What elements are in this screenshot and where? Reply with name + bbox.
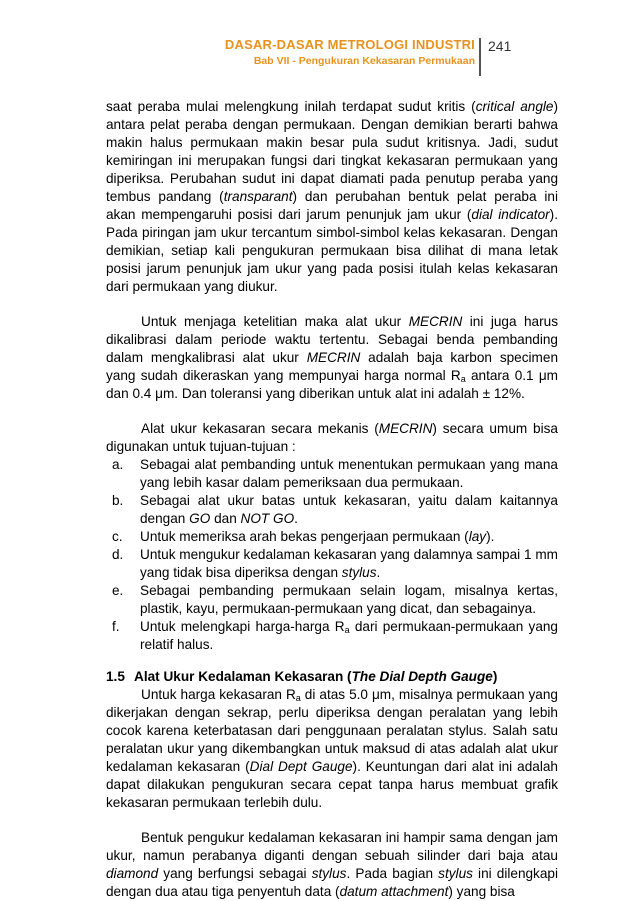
list-item: a. Sebagai alat pembanding untuk menentukan permukaan yang mana yang lebih kasar dalam pemeriksaan dua permukaan. xyxy=(112,457,558,490)
paragraph-2: Untuk menjaga ketelitian maka alat ukur MECRIN ini juga harus dikalibrasi dalam periode waktu tertentu. Sebagai benda pembanding dalam mengkalibrasi alat ukur MECRIN adalah baja karbon specimen yang sudah dikeraskan yang mempunyai harga normal $R_a$ antara 0.1 μm dan 0.4 μm. Dan toleransi yang diberikan untuk alat ini adalah ± 12%. xyxy=(106,314,559,401)
paragraph-4: Untuk harga kekasaran $R_a$ di atas 5.0 μm, misalnya permukaan yang dikerjakan dengan sekrap, perlu diperiksa dengan peralatan yang lebih cocok karena keterbatasan dari penggunaan peralatan stylus. Salah satu peralatan ukur yang dikembangkan untuk maksud di atas adalah alat ukur kedalaman kekasaran (Dial Dept Gauge). Keuntungan dari alat ini adalah dapat dilakukan pengukuran secara cepat tanpa harus membuat grafik kekasaran permukaan terlebih dulu. xyxy=(106,687,558,810)
page-number: 241 xyxy=(488,38,512,54)
paragraph-3: Alat ukur kekasaran secara mekanis (MECRIN) secara umum bisa digunakan untuk tujuan-tujuan : xyxy=(106,421,558,454)
header-divider xyxy=(479,38,481,76)
list-item: e. Sebagai pembanding permukaan selain logam, misalnya kertas, plastik, kayu, permukaan-permukaan yang dicat, dan sebagainya. xyxy=(112,583,558,616)
paragraph-1: saat peraba mulai melengkung inilah terdapat sudut kritis (critical angle) antara pelat peraba dengan permukaan. Dengan demikian berarti bahwa makin halus permukaan makin besar pula sudut kritisnya. Jadi, sudut kemiringan ini merupakan fungsi dari tingkat kekasaran permukaan yang diperiksa. Perubahan sudut ini dapat diamati pada penutup peraba yang tembus pandang (transparant) dan perubahan bentuk pelat peraba ini akan mempengaruhi posisi dari jarum penunjuk jam ukur (dial indicator). Pada piringan jam ukur tercantum simbol-simbol kelas kekasaran. Dengan demikian, setiap kali pengukuran permukaan bisa dilihat di mana letak posisi jarum penunjuk jam ukur yang pada posisi itulah kelas kekasaran dari permukaan yang diukur. xyxy=(106,99,559,294)
purpose-list xyxy=(106,456,558,654)
chapter-title: Bab VII - Pengukuran Kekasaran Permukaan xyxy=(253,55,475,67)
list-item: c. Untuk memeriksa arah bekas pengerjaan permukaan (lay). xyxy=(112,529,495,544)
paragraph-5: Bentuk pengukur kedalaman kekasaran ini hampir sama dengan jam ukur, namun perabanya diganti dengan sebuah silinder dari baja atau diamond yang berfungsi sebagai stylus. Pada bagian stylus ini dilengkapi dengan dua atau tiga penyentuh data (datum attachment) yang bisa xyxy=(106,830,558,899)
header-text xyxy=(225,36,475,68)
list-item: f. Untuk melengkapi harga-harga $R_a$ dari permukaan-permukaan yang relatif halus. xyxy=(112,619,558,652)
book-title: DASAR-DASAR METROLOGI INDUSTRI xyxy=(224,37,475,52)
page-header xyxy=(0,36,638,86)
list-item: d. Untuk mengukur kedalaman kekasaran yang dalamnya sampai 1 mm yang tidak bisa diperiksa dengan stylus. xyxy=(112,547,558,580)
section-heading: 1.5 Alat Ukur Kedalaman Kekasaran (The Dial Depth Gauge) xyxy=(106,669,498,684)
list-item: b. Sebagai alat ukur batas untuk kekasaran, yaitu dalam kaitannya dengan GO dan NOT GO. xyxy=(112,493,558,526)
page-body xyxy=(106,98,558,901)
